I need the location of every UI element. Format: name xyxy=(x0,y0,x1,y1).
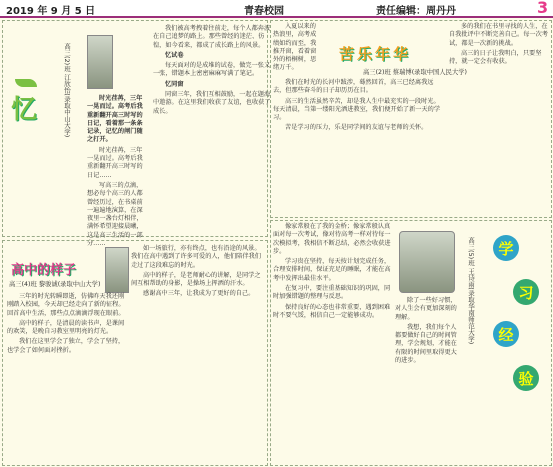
article-memory xyxy=(2,20,271,248)
article-highschool xyxy=(2,240,268,466)
section-title: 青春校园 xyxy=(244,6,284,17)
article-memory-col-a: 时光荏苒，三年一晃而过。高考后我重新翻开高三时写的日记，看着那一条条记录，记忆的闸门随之打开。 时光荏苒，三年一晃而过。高考后我重新翻开高三时写的日记…… 写高三的点滴，想必每个高三的人都曾经历过，在书桌前一遍遍地演算，在深夜里一盏台灯相伴，满怀希望迎接晨曦，这是高三生活的一部分…… xyxy=(87,95,143,248)
leaf-decoration xyxy=(15,79,37,87)
article-highschool-title: 高中的样子 xyxy=(11,263,77,278)
article-years-intro: 入夏以来的热浪里，高考成绩如约而至，我推开窗，看着窗外的梧桐树，思绪万千。 xyxy=(273,23,317,72)
study-char-3: 经 xyxy=(493,321,519,347)
article-years-byline: 高三(2)班 蔡瑞博(录取中国人民大学) xyxy=(363,69,467,76)
article-highschool-byline: 高三(4)班 黎骏诚(录取中山大学) xyxy=(9,281,101,288)
article-study-body: 像家常般在了我的金桥；像家常般认真面对每一次考试，像对待高考一样对待每一次模拟考，我相信不断总结，必然会收获进步。 学习贵在坚持，每天按计划完成任务，合理安排时间，保证充足的睡眠，才能在高考中发挥出最佳水平。 在复习中，要注重基础知识的巩固，同时加强错题的整理与反思。 保持良好的心态也非常重要，遇到困难时不要气馁，相信自己一定能够成功。 xyxy=(273,223,391,319)
page-header xyxy=(0,0,553,18)
article-memory-title: 忆 xyxy=(11,95,38,125)
author-photo xyxy=(105,247,129,293)
article-study-side: 除了一些好习惯，对人生会有更加深刻的理解。 我想，我们每个人都要做好自己的时间管理，学会规划，才能在有限的时间里取得更大的进步。 xyxy=(395,297,457,365)
issue-date: 2019 年 9 月 5 日 xyxy=(6,6,96,17)
article-years-body: 我们在时光的长河中跋涉，蓦然回首，高三已经离我远去，但那些奋斗的日子却历历在目。 高三的生活虽然辛苦，却是我人生中最充实的一段时光。每天清晨，当第一缕阳光洒进教室，我们便开始了新一天的学习。 苦是学习的压力，乐是同学间的友谊与老师的关怀。 xyxy=(273,79,441,132)
article-study xyxy=(270,220,552,466)
article-years xyxy=(270,20,552,218)
article-highschool-body2: 如一场旅行，亦有终点，也有沿途的风景。我们在高中遇到了许多可爱的人，他们陪伴我们走过了这段难忘的时光。 高中的样子，是老师耐心的讲解，是同学之间互相帮助的身影，是操场上挥洒的汗水。 感谢高中三年，让我成为了更好的自己。 xyxy=(131,245,261,298)
article-memory-col-b: 我们被高考拽着往前走，每个人都奔波在自己追梦的路上。那些曾经的迷茫、彷徨，如今看来，都成了成长路上的风景。 忆试卷 每天面对的是成堆的试卷，做完一张又一张，错题本上密密麻麻写满了笔记。 忆同窗 同窗三年，我们互相鼓励，一起在题海中遨游。在这里我们收获了友谊，也收获了成长。 xyxy=(153,25,271,115)
article-years-side: 多的我们在书里寻找的人生，在自我批评中不断完善自己。每一次考试，都是一次新的挑战。 高三的日子让我明白，只要坚持，就一定会有收获。 xyxy=(449,23,548,66)
study-char-2: 习 xyxy=(513,279,539,305)
study-char-4: 验 xyxy=(513,365,539,391)
page-number: 3 xyxy=(537,0,549,17)
author-photo xyxy=(87,35,113,89)
author-photo xyxy=(399,231,455,293)
article-study-byline: 高三(5)班 王诗雨(录取华南师范大学) xyxy=(467,237,475,345)
article-highschool-body: 三年的时光转瞬即逝，仿佛昨天我还刚刚踏入校园，今天却已经走向了新的征程。回首高中生活，那些点点滴滴浮现在眼前。 高中的样子，是清晨的读书声，是课间的欢笑，是晚自习教室里明亮的灯光。 我们在这里学会了独立，学会了坚持，也学会了如何面对挫折。 xyxy=(7,293,125,354)
study-char-1: 学 xyxy=(493,235,519,261)
editor-credit: 责任编辑：周丹丹 xyxy=(376,6,456,17)
article-years-title: 苦乐年华 xyxy=(339,45,412,63)
article-memory-byline: 高三(2)班 江欣怡(录取中山大学) xyxy=(63,43,71,138)
